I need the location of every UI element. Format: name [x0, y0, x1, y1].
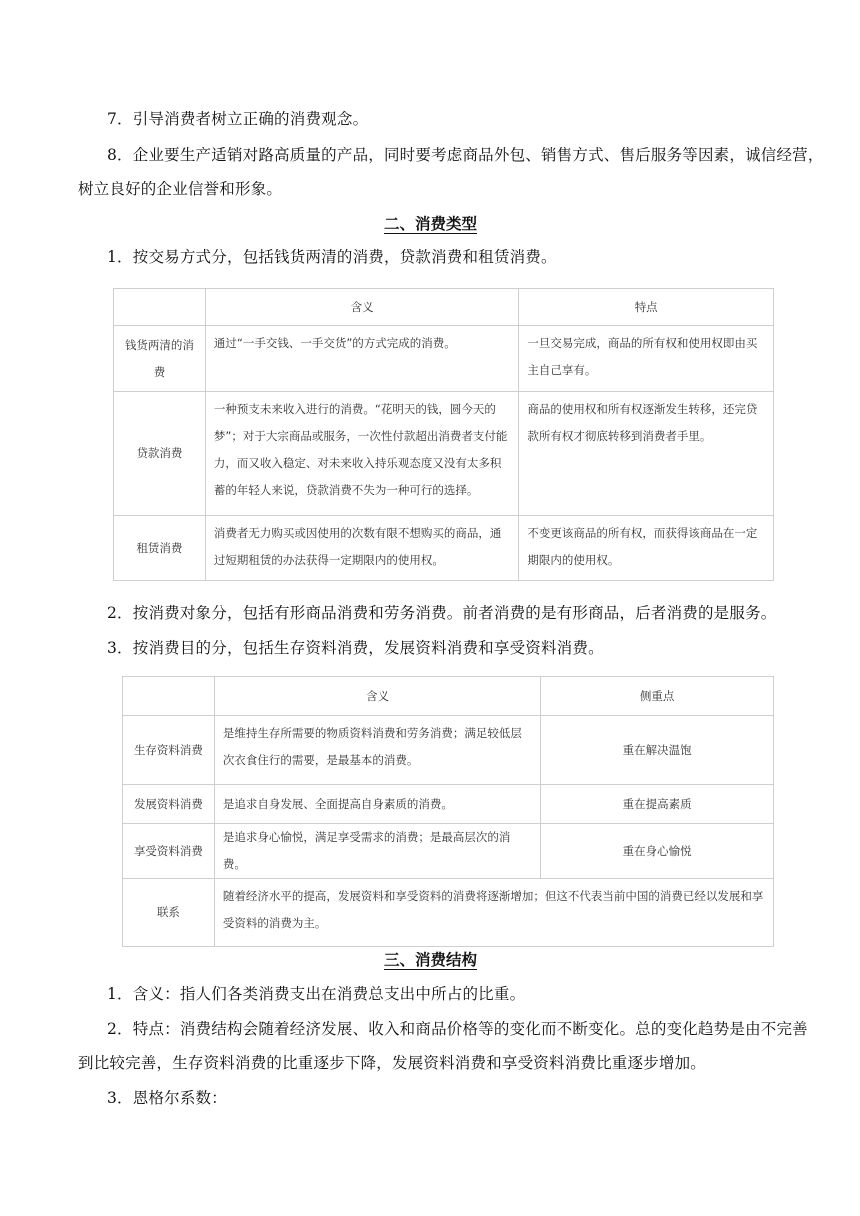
row-meaning: 通过“一手交钱、一手交货”的方式完成的消费。 — [205, 326, 519, 392]
row-label: 钱货两清的消费 — [114, 326, 206, 392]
paragraph-structure-item-2-line2: 到比较完善，生存资料消费的比重逐步下降，发展资料消费和享受资料消费比重逐步增加。 — [78, 1054, 707, 1072]
row-label: 享受资料消费 — [123, 824, 215, 879]
table-row-link — [123, 879, 774, 947]
paragraph-structure-item-3: 3．恩格尔系数： — [107, 1089, 227, 1107]
row-feature: 不变更该商品的所有权，而获得该商品在一定期限内的使用权。 — [519, 516, 774, 581]
paragraph-item-8-line1: 8．企业要生产适销对路高质量的产品，同时要考虑商品外包、销售方式、售后服务等因素，诚信经营， — [107, 146, 824, 164]
section-heading-consumption-types: 二、消费类型 — [384, 214, 478, 233]
row-meaning: 是追求身心愉悦，满足享受需求的消费；是最高层次的消费。 — [214, 824, 540, 879]
table-row — [123, 716, 774, 785]
row-feature: 商品的使用权和所有权逐渐发生转移，还完贷款所有权才彻底转移到消费者手里。 — [519, 392, 774, 516]
row-label: 租赁消费 — [114, 516, 206, 581]
table-header-row — [114, 289, 774, 326]
table-row — [123, 785, 774, 824]
table-row — [123, 824, 774, 879]
row-meaning: 是维持生存所需要的物质资料消费和劳务消费；满足较低层次衣食住行的需要，是最基本的消费。 — [214, 716, 540, 785]
paragraph-item-7: 7．引导消费者树立正确的消费观念。 — [107, 110, 369, 128]
row-focus: 重在提高素质 — [541, 785, 774, 824]
row-meaning: 是追求自身发展、全面提高自身素质的消费。 — [214, 785, 540, 824]
row-link-text: 随着经济水平的提高，发展资料和享受资料的消费将逐渐增加；但这不代表当前中国的消费已经以发展和享受资料的消费为主。 — [214, 879, 773, 947]
table-purpose-types — [122, 676, 774, 947]
row-feature: 一旦交易完成，商品的所有权和使用权即由买主自己享有。 — [519, 326, 774, 392]
row-meaning: 一种预支未来收入进行的消费。“花明天的钱，圆今天的梦”；对于大宗商品或服务，一次性付款超出消费者支付能力，而又收入稳定、对未来收入持乐观态度又没有太多积蓄的年轻人来说，贷款消费不失为一种可行的选择。 — [205, 392, 519, 516]
row-label: 发展资料消费 — [123, 785, 215, 824]
paragraph-item-8-line2: 树立良好的企业信誉和形象。 — [78, 180, 283, 198]
paragraph-types-item-3: 3．按消费目的分，包括生存资料消费，发展资料消费和享受资料消费。 — [107, 639, 604, 657]
row-focus: 重在解决温饱 — [541, 716, 774, 785]
row-label: 贷款消费 — [114, 392, 206, 516]
table-row — [114, 516, 774, 581]
paragraph-types-item-2: 2．按消费对象分，包括有形商品消费和劳务消费。前者消费的是有形商品，后者消费的是服务。 — [107, 604, 777, 622]
table-header-meaning: 含义 — [205, 289, 519, 326]
paragraph-structure-item-2-line1: 2．特点：消费结构会随着经济发展、收入和商品价格等的变化而不断变化。总的变化趋势是由不完善 — [107, 1020, 808, 1038]
table-header-empty — [114, 289, 206, 326]
row-label: 生存资料消费 — [123, 716, 215, 785]
table-header-empty — [123, 677, 215, 716]
table-transaction-types — [113, 288, 774, 581]
row-meaning: 消费者无力购买或因使用的次数有限不想购买的商品，通过短期租赁的办法获得一定期限内的使用权。 — [205, 516, 519, 581]
table-row — [114, 392, 774, 516]
table-header-row — [123, 677, 774, 716]
table-row — [114, 326, 774, 392]
paragraph-types-item-1: 1．按交易方式分，包括钱货两清的消费，贷款消费和租赁消费。 — [107, 248, 557, 266]
row-label: 联系 — [123, 879, 215, 947]
section-heading-consumption-structure: 三、消费结构 — [384, 950, 478, 969]
table-header-feature: 特点 — [519, 289, 774, 326]
row-focus: 重在身心愉悦 — [541, 824, 774, 879]
paragraph-structure-item-1: 1．含义：指人们各类消费支出在消费总支出中所占的比重。 — [107, 985, 526, 1003]
table-header-meaning: 含义 — [214, 677, 540, 716]
table-header-focus: 侧重点 — [541, 677, 774, 716]
